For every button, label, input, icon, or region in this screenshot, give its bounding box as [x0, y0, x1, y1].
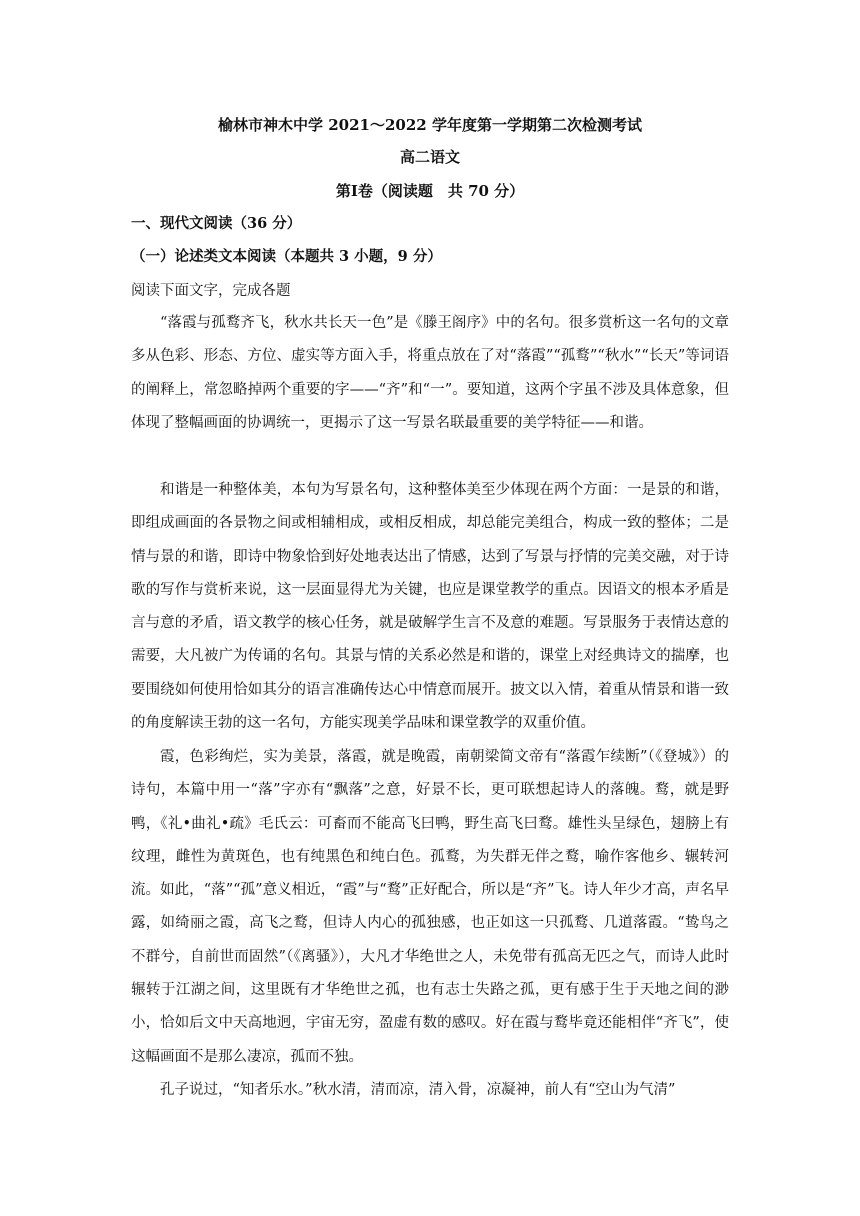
section-heading: 一、现代文阅读（36 分）	[131, 215, 302, 232]
subject-title: 高二语文	[399, 148, 460, 166]
body-paragraph: 和谐是一种整体美，本句为写景名句，这种整体美至少体现在两个方面：一是景的和谐，即组成画面的各景物之间或相辅相成，或相反相成，却总能完美组合，构成一致的整体；二是情与景的和谐，即诗中物象恰到好处地表达出了情感，达到了写景与抒情的完美交融，对于诗歌的写作与赏析来说，这一层面显得尤为关键，也应是课堂教学的重点。因语文的根本矛盾是言与意的矛盾，语文教学的核心任务，就是破解学生言不及意的难题。写景服务于表情达意的需要，大凡被广为传诵的名句。其景与情的关系必然是和谐的，课堂上对经典诗文的揣摩，也要围绕如何使用恰如其分的语言准确传达心中情意而展开。披文以入情，着重从情景和谐一致的角度解读王勃的这一名句，方能实现美学品味和课堂教学的双重价值。	[131, 482, 729, 732]
body-paragraph: 霞，色彩绚烂，实为美景，落霞，就是晚霞，南朝梁简文帝有“落霞乍续断”（《登城》）的诗句，本篇中用一“落”字亦有“飘落”之意，好景不长，更可联想起诗人的落魄。鹜，就是野鸭，《礼•曲礼•疏》毛氏云：可畜而不能高飞曰鸭，野生高飞曰鹜。雄性头呈绿色，翅膀上有纹理，雌性为黄斑色，也有纯黑色和纯白色。孤鹜，为失群无伴之鹜，喻作客他乡、辗转河流。如此，“落”“孤”意义相近，“霞”与“鹜”正好配合，所以是“齐”飞。诗人年少才高，声名早露，如绮丽之霞，高飞之鹜，但诗人内心的孤独感，也正如这一只孤鹜、几道落霞。“鸷鸟之不群兮，自前世而固然”（《离骚》），大凡才华绝世之人，未免带有孤高无匹之气，而诗人此时辗转于江湖之间，这里既有才华绝世之孤，也有志士失路之孤，更有感于生于天地之间的渺小，恰如后文中天高地迥，宇宙无穷，盈虚有数的感叹。好在霞与鹜毕竟还能相伴“齐飞”，使这幅画面不是那么凄凉，孤而不独。	[131, 749, 729, 1065]
exam-title: 榆林市神木中学 2021～2022 学年度第一学期第二次检测考试	[218, 116, 642, 134]
volume-title: 第Ⅰ卷（阅读题 共 70 分）	[335, 182, 525, 200]
body-paragraph: 孔子说过，“知者乐水。”秋水清，清而凉，清入骨，凉凝神，前人有“空山为气清”	[160, 1082, 676, 1098]
section-subheading: （一）论述类文本阅读（本题共 3 小题，9 分）	[131, 248, 442, 265]
body-paragraph: “落霞与孤鹜齐飞，秋水共长天一色”是《滕王阁序》中的名句。很多赏析这一名句的文章多从色彩、形态、方位、虚实等方面入手，将重点放在了对“落霞”“孤鹜”“秋水”“长天”等词语的阐释上，常忽略掉两个重要的字——“齐”和“一”。要知道，这两个字虽不涉及具体意象，但体现了整幅画面的协调统一，更揭示了这一写景名联最重要的美学特征——和谐。	[131, 315, 729, 431]
reading-instruction: 阅读下面文字，完成各题	[131, 283, 291, 299]
